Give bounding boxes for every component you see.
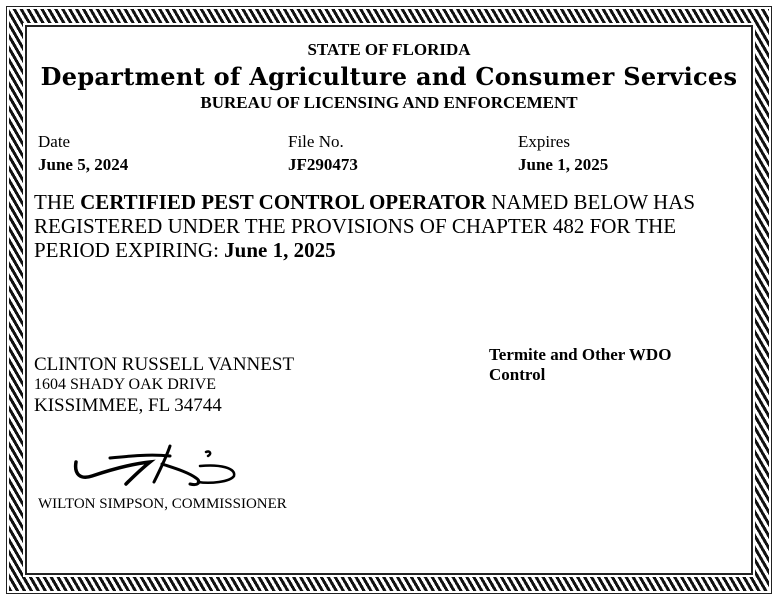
statement-expiry: June 1, 2025: [224, 238, 336, 262]
registration-statement: [34, 190, 734, 262]
license-category: Termite and Other WDO Control: [489, 345, 672, 384]
department-title: Department of Agriculture and Consumer Services: [40, 62, 738, 91]
licensee-name: CLINTON RUSSELL VANNEST: [34, 354, 295, 375]
date-label: Date: [38, 132, 71, 151]
statement-middle: NAMED BELOW HAS REGISTERED UNDER THE PROVISIONS OF CHAPTER 482 FOR THE PERIOD EXPIRING:: [34, 190, 696, 262]
file-number-label: File No.: [288, 132, 344, 151]
licensee-address-line2: KISSIMMEE, FL 34744: [34, 395, 222, 416]
state-title: STATE OF FLORIDA: [307, 40, 471, 59]
licensee-address-line1: 1604 SHADY OAK DRIVE: [34, 376, 217, 393]
expires-value: June 1, 2025: [518, 155, 609, 174]
bureau-title: BUREAU OF LICENSING AND ENFORCEMENT: [200, 93, 578, 112]
date-value: June 5, 2024: [38, 155, 129, 174]
commissioner-name: WILTON SIMPSON, COMMISSIONER: [38, 496, 287, 512]
operator-title: CERTIFIED PEST CONTROL OPERATOR: [80, 190, 487, 214]
statement-prefix: THE: [34, 190, 81, 214]
file-number-value: JF290473: [288, 155, 358, 174]
expires-label: Expires: [518, 132, 570, 151]
commissioner-signature: [70, 442, 250, 492]
